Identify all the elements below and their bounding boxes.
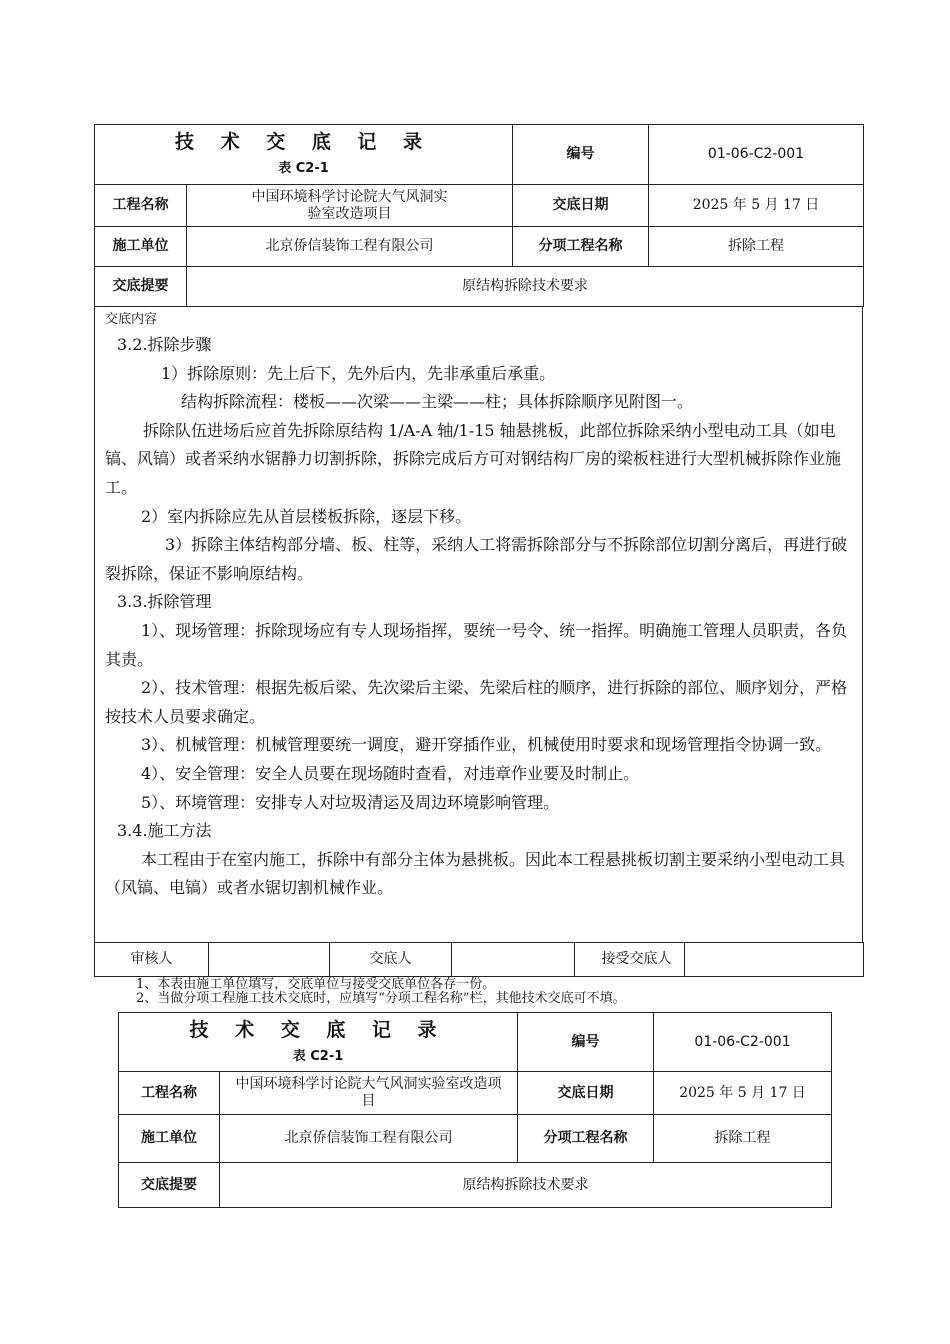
record-title: 技 术 交 底 记 录 <box>174 131 433 153</box>
date-label: 交底日期 <box>513 185 649 227</box>
sub-project-label: 分项工程名称 <box>518 1115 654 1163</box>
record-title: 技 术 交 底 记 录 <box>189 1018 447 1041</box>
sub-project-value: 拆除工程 <box>654 1115 832 1163</box>
content-paragraph: 4）、安全管理：安全人员要在现场随时查看，对违章作业要及时制止。 <box>141 763 640 783</box>
form-number: 表 C2-1 <box>278 161 329 176</box>
reviewer-signature <box>209 943 330 977</box>
record-header-table <box>94 124 864 307</box>
contractor-value: 北京侨信装饰工程有限公司 <box>220 1115 518 1163</box>
date-label: 交底日期 <box>518 1072 654 1115</box>
project-name-label: 工程名称 <box>119 1072 220 1115</box>
form-number: 表 C2-1 <box>292 1048 344 1064</box>
contractor-label: 施工单位 <box>95 227 187 267</box>
content-paragraph: 1）拆除原则：先上后下，先外后内，先非承重后承重。 <box>161 363 556 383</box>
content-heading: 交底内容 <box>105 312 158 327</box>
footnotes <box>136 978 626 1006</box>
record-title-cell <box>95 125 513 185</box>
section-heading: 3.2.拆除步骤 <box>117 335 212 354</box>
footnote-1: 1、本表由施工单位填写，交底单位与接受交底单位各存一份。 <box>136 977 496 992</box>
project-name-label: 工程名称 <box>95 185 187 227</box>
number-label: 编号 <box>513 125 649 185</box>
number-label: 编号 <box>518 1013 654 1072</box>
sub-project-value: 拆除工程 <box>649 227 864 267</box>
content-paragraph: 3）、机械管理：机械管理要统一调度，避开穿插作业，机械使用时要求和现场管理指令协调一致。 <box>141 735 832 755</box>
content-box <box>94 306 863 942</box>
content-paragraph: 2）室内拆除应先从首层楼板拆除，逐层下移。 <box>141 506 472 526</box>
number-value: 01-06-C2-001 <box>649 125 864 185</box>
content-paragraph: 本工程由于在室内施工，拆除中有部分主体为悬挑板。因此本工程悬挑板切割主要采纳小型电动工具（风镐、电镐）或者水锯切割机械作业。 <box>105 849 846 898</box>
receiver-signature <box>685 943 864 977</box>
presenter-signature <box>452 943 575 977</box>
content-paragraph: 5）、环境管理：安排专人对垃圾清运及周边环境影响管理。 <box>141 792 560 812</box>
section-heading: 3.4.施工方法 <box>117 821 212 841</box>
project-name-value: 中国环境科学讨论院大气风洞实验室改造项目 <box>187 185 513 227</box>
summary-label: 交底提要 <box>95 267 187 307</box>
content-paragraph: 1）、现场管理：拆除现场应有专人现场指挥，要统一号令、统一指挥。明确施工管理人员职责，各负其责。 <box>105 620 848 669</box>
summary-value: 原结构拆除技术要求 <box>187 267 864 307</box>
date-value: 2025 年 5 月 17 日 <box>654 1072 832 1115</box>
content-paragraph: 2）、技术管理：根据先板后梁、先次梁后主梁、先梁后柱的顺序，进行拆除的部位、顺序划分，严格按技术人员要求确定。 <box>105 678 848 726</box>
contractor-label: 施工单位 <box>119 1115 220 1163</box>
content-paragraph: 结构拆除流程：楼板——次梁——主梁——柱；具体拆除顺序见附图一。 <box>181 392 694 412</box>
record-header-table-2 <box>118 1012 832 1208</box>
number-value: 01-06-C2-001 <box>654 1013 832 1072</box>
content-paragraph: 拆除队伍进场后应首先拆除原结构 1/A-A 轴/1-15 轴悬挑板，此部位拆除采纳小型电动工具（如电镐、风镐）或者采纳水锯静力切割拆除，拆除完成后方可对钢结构厂房的梁板柱进行大型机械拆除作业施工。 <box>105 420 842 497</box>
section-heading: 3.3.拆除管理 <box>117 592 212 612</box>
project-name-value: 中国环境科学讨论院大气风洞实验室改造项目 <box>220 1072 518 1115</box>
summary-label: 交底提要 <box>119 1163 220 1208</box>
presenter-label: 交底人 <box>330 943 452 977</box>
reviewer-label: 审核人 <box>95 943 209 977</box>
signature-table <box>94 942 864 977</box>
footnote-2: 2、当做分项工程施工技术交底时，应填写“分项工程名称”栏，其他技术交底可不填。 <box>136 991 626 1006</box>
sub-project-label: 分项工程名称 <box>513 227 649 267</box>
date-value: 2025 年 5 月 17 日 <box>649 185 864 227</box>
contractor-value: 北京侨信装饰工程有限公司 <box>187 227 513 267</box>
receiver-label: 接受交底人 <box>575 943 685 977</box>
summary-value: 原结构拆除技术要求 <box>220 1163 832 1208</box>
record-title-cell <box>119 1013 518 1072</box>
content-paragraph: 3）拆除主体结构部分墙、板、柱等，采纳人工将需拆除部分与不拆除部位切割分离后，再进行破裂拆除，保证不影响原结构。 <box>105 535 848 583</box>
